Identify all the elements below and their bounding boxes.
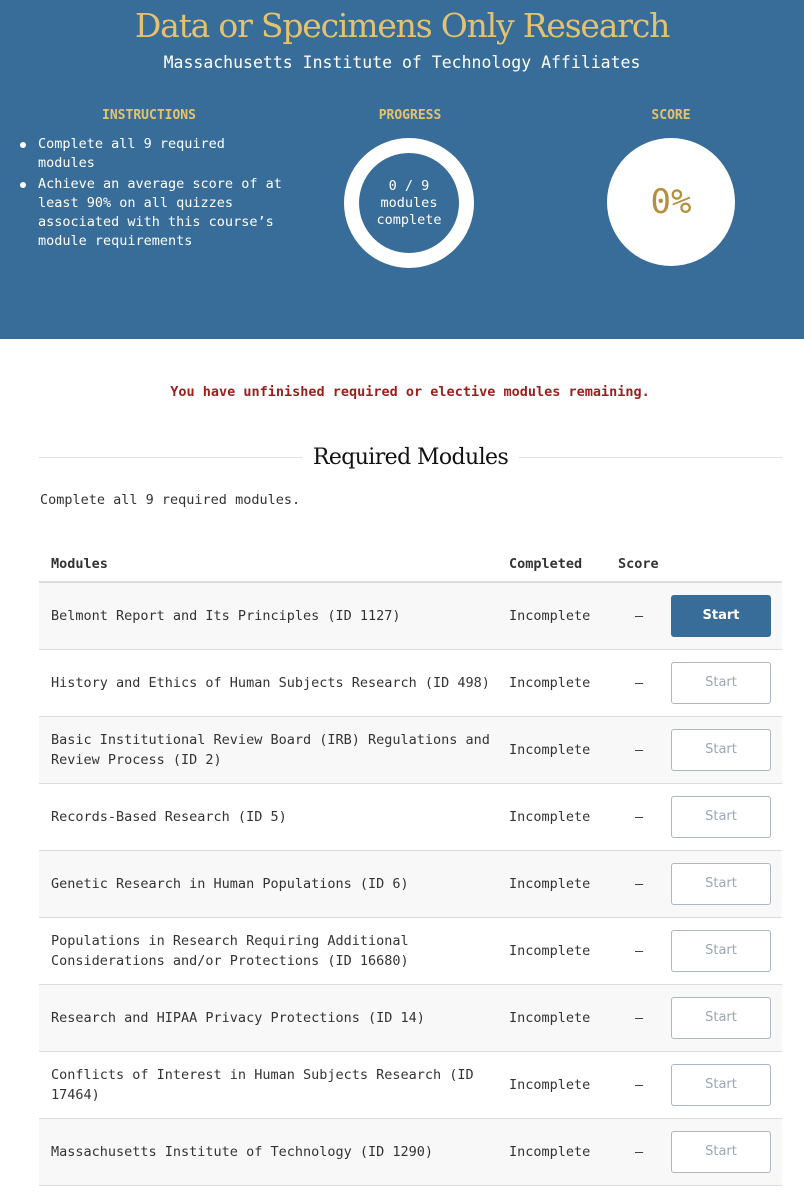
column-header-action <box>669 547 782 582</box>
column-header-completed: Completed <box>509 547 609 582</box>
instructions-label: INSTRUCTIONS <box>102 108 196 123</box>
module-score: – <box>609 784 669 851</box>
progress-text: modules <box>380 194 438 211</box>
column-header-score: Score <box>609 547 669 582</box>
module-name: Populations in Research Requiring Additional Considerations and/or Protections (ID 16680) <box>39 918 509 985</box>
instructions-list <box>18 135 288 253</box>
start-button-disabled[interactable]: Start <box>671 997 771 1039</box>
table-row <box>39 582 782 650</box>
start-button[interactable]: Start <box>671 595 771 637</box>
table-row <box>39 717 782 784</box>
module-score: – <box>609 1119 669 1186</box>
start-button-disabled[interactable]: Start <box>671 662 771 704</box>
divider <box>39 457 302 458</box>
module-score: – <box>609 985 669 1052</box>
completion-status: Incomplete <box>509 985 609 1052</box>
table-row <box>39 918 782 985</box>
start-button-disabled[interactable]: Start <box>671 796 771 838</box>
progress-label: PROGRESS <box>378 108 442 123</box>
section-description: Complete all 9 required modules. <box>40 492 301 508</box>
completion-status: Incomplete <box>509 918 609 985</box>
table-row <box>39 985 782 1052</box>
instruction-item: Achieve an average score of at least 90% on all quizzes associated with this course’s module requirements <box>18 175 288 251</box>
completion-status: Incomplete <box>509 784 609 851</box>
required-modules-table <box>39 547 782 1186</box>
module-name: Genetic Research in Human Populations (ID 6) <box>39 851 509 918</box>
module-name: Belmont Report and Its Principles (ID 1127) <box>39 582 509 650</box>
completion-status: Incomplete <box>509 650 609 717</box>
column-header-modules: Modules <box>39 547 509 582</box>
completion-status: Incomplete <box>509 1119 609 1186</box>
course-header <box>0 0 804 339</box>
bullet-icon <box>20 142 26 148</box>
start-button-disabled[interactable]: Start <box>671 1064 771 1106</box>
start-button-disabled[interactable]: Start <box>671 930 771 972</box>
module-name: Conflicts of Interest in Human Subjects Research (ID 17464) <box>39 1052 509 1119</box>
module-name: Research and HIPAA Privacy Protections (ID 14) <box>39 985 509 1052</box>
section-title: Required Modules <box>312 444 509 470</box>
score-label: SCORE <box>651 108 691 123</box>
module-name: Basic Institutional Review Board (IRB) Regulations and Review Process (ID 2) <box>39 717 509 784</box>
completion-status: Incomplete <box>509 851 609 918</box>
progress-text: complete <box>376 211 442 228</box>
table-row <box>39 784 782 851</box>
table-row <box>39 650 782 717</box>
start-button-disabled[interactable]: Start <box>671 863 771 905</box>
instruction-item: Complete all 9 required modules <box>18 135 288 173</box>
progress-fraction: 0 / 9 <box>388 177 430 194</box>
module-name: Records-Based Research (ID 5) <box>39 784 509 851</box>
divider <box>519 457 782 458</box>
table-row <box>39 1052 782 1119</box>
section-heading <box>39 441 782 473</box>
module-score: – <box>609 650 669 717</box>
module-score: – <box>609 1052 669 1119</box>
start-button-disabled[interactable]: Start <box>671 1131 771 1173</box>
module-name: Massachusetts Institute of Technology (ID 1290) <box>39 1119 509 1186</box>
course-subtitle: Massachusetts Institute of Technology Affiliates <box>163 53 641 72</box>
completion-status: Incomplete <box>509 717 609 784</box>
score-circle <box>607 138 735 266</box>
module-score: – <box>609 717 669 784</box>
module-score: – <box>609 851 669 918</box>
progress-ring <box>344 138 474 268</box>
table-header-row <box>39 547 782 582</box>
start-button-disabled[interactable]: Start <box>671 729 771 771</box>
score-value: 0% <box>650 182 692 222</box>
module-score: – <box>609 582 669 650</box>
table-row <box>39 851 782 918</box>
table-row <box>39 1119 782 1186</box>
completion-status: Incomplete <box>509 582 609 650</box>
module-name: History and Ethics of Human Subjects Research (ID 498) <box>39 650 509 717</box>
course-title: Data or Specimens Only Research <box>134 6 670 45</box>
completion-status: Incomplete <box>509 1052 609 1119</box>
bullet-icon <box>20 182 26 188</box>
unfinished-warning: You have unfinished required or elective modules remaining. <box>170 384 650 400</box>
module-score: – <box>609 918 669 985</box>
